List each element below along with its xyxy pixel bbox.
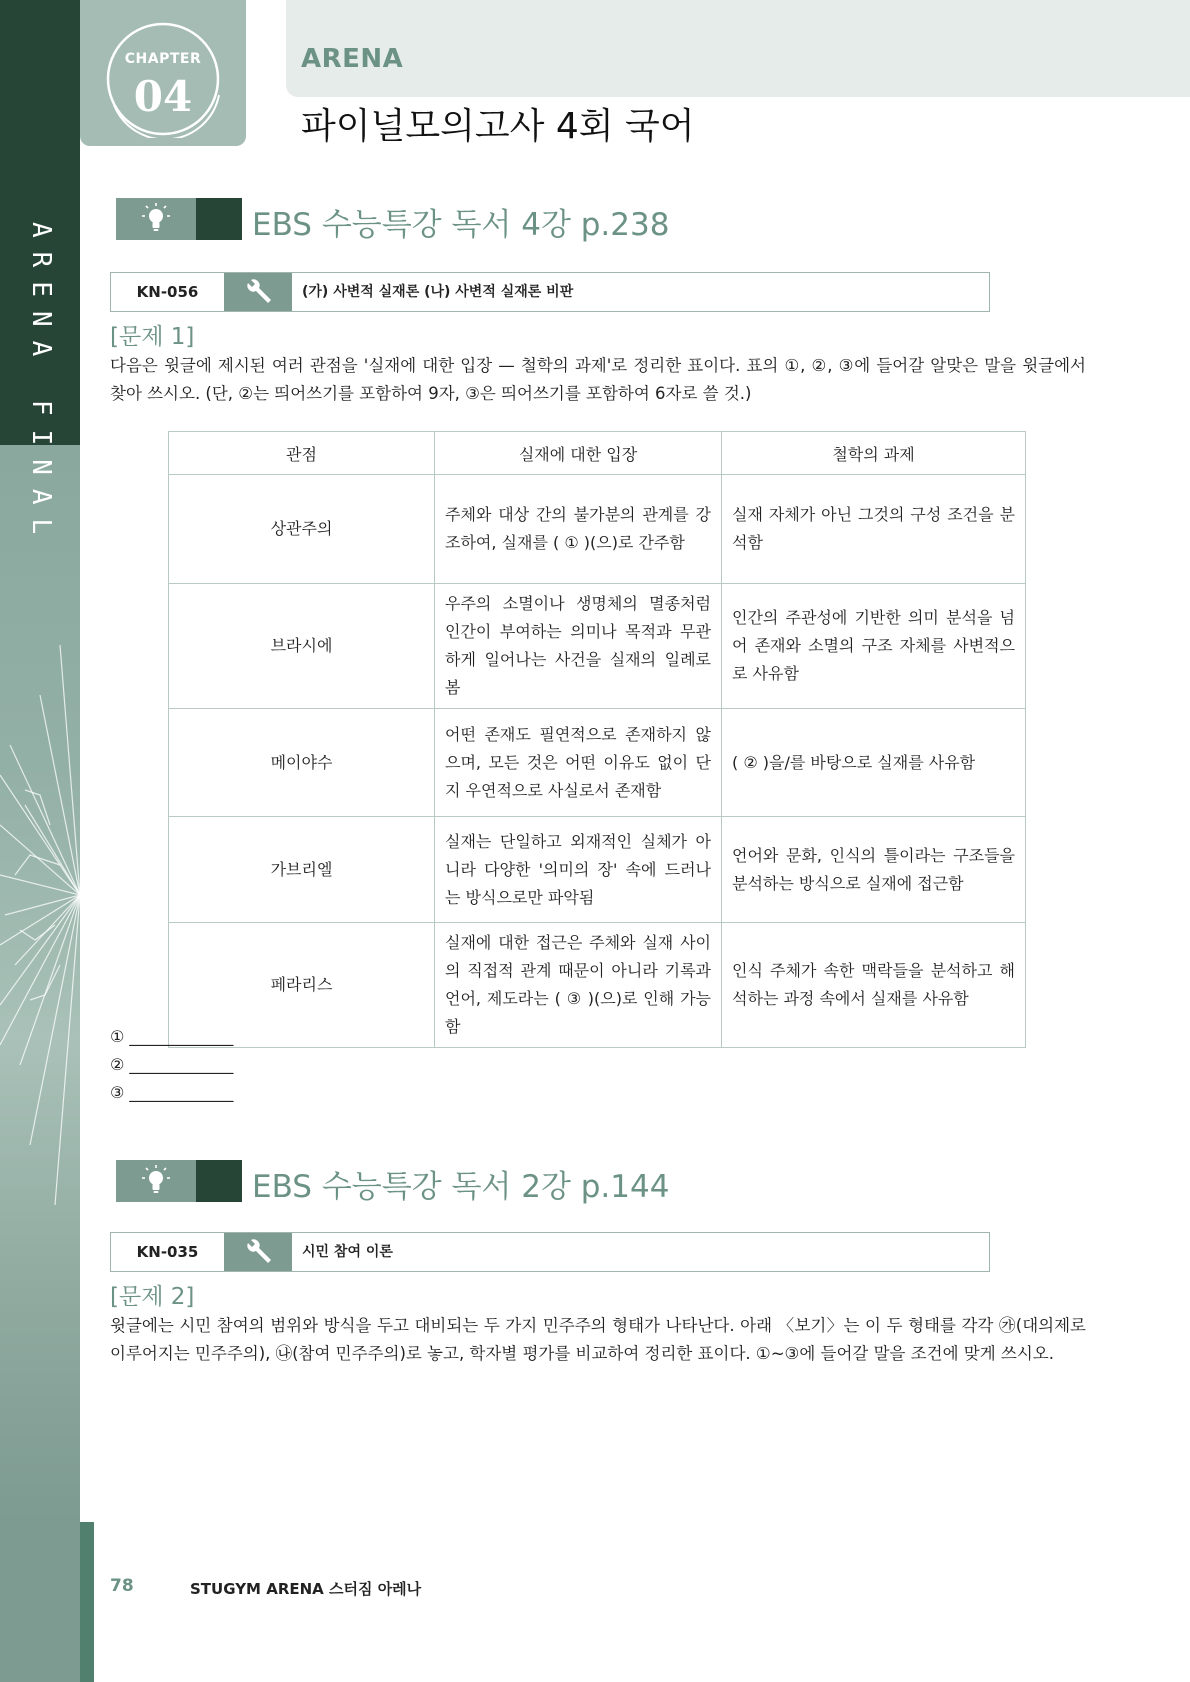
lightbulb-icon (116, 198, 196, 240)
table-cell: 실재에 대한 접근은 주체와 실재 사이의 직접적 관계 때문이 아니라 기록과 언어, 제도라는 ( ③ )(으)로 인해 가능함 (435, 923, 722, 1048)
table-header: 철학의 과제 (722, 432, 1026, 475)
table-row (169, 475, 1026, 584)
footer-brand: STUGYM ARENA 스터짐 아레나 (190, 1580, 422, 1598)
problem-label: [문제 1] (110, 324, 195, 350)
table-row (169, 923, 1026, 1048)
problem-question: 윗글에는 시민 참여의 범위와 방식을 두고 대비되는 두 가지 민주주의 형태가 나타난다. 아래 〈보기〉는 이 두 형태를 각각 ㉮(대의제로 이루어지는 민주주의), ㉯(참여 민주주의)로 놓고, 학자별 평가를 비교하여 정리한 표이다. ①~③에 들어갈 말을 조건에 맞게 쓰시오. (110, 1316, 1086, 1363)
page-title: 파이널모의고사 4회 국어 (301, 106, 695, 147)
table-row (169, 584, 1026, 709)
table-cell: 페라리스 (169, 923, 435, 1048)
lightbulb-icon (116, 1160, 196, 1202)
section-title: EBS 수능특강 독서 4강 p.238 (252, 207, 670, 243)
answer-blank-1[interactable]: ① _____________ (110, 1027, 234, 1046)
problem-code: KN-056 (136, 283, 199, 301)
problem-code-bar (110, 1232, 990, 1272)
section-marker (196, 198, 242, 240)
table-header: 실재에 대한 입장 (435, 432, 722, 475)
table-cell: ( ② )을/를 바탕으로 실재를 사유함 (722, 709, 1026, 817)
table-header-row (169, 432, 1026, 475)
side-vertical-label: ARENA FINAL (26, 222, 56, 549)
wrench-icon (224, 273, 292, 311)
table-cell: 인간의 주관성에 기반한 의미 분석을 넘어 존재와 소멸의 구조 자체를 사변적으로 사유함 (722, 584, 1026, 709)
table-row (169, 709, 1026, 817)
section-marker (196, 1160, 242, 1202)
side-band (0, 0, 80, 1682)
perspective-table (168, 431, 1026, 1048)
table-cell: 어떤 존재도 필연적으로 존재하지 않으며, 모든 것은 어떤 이유도 없이 단지 우연적으로 사실로서 존재함 (435, 709, 722, 817)
table-cell: 우주의 소멸이나 생명체의 멸종처럼 인간이 부여하는 의미나 목적과 무관하게 일어나는 사건을 실재의 일례로 봄 (435, 584, 722, 709)
page-number: 78 (110, 1576, 134, 1596)
side-band-photo (0, 445, 80, 1522)
answer-blank-2[interactable]: ② _____________ (110, 1055, 234, 1074)
table-cell: 실재는 단일하고 외재적인 실체가 아니라 다양한 '의미의 장' 속에 드러나는 방식으로만 파악됨 (435, 817, 722, 923)
table-cell: 실재 자체가 아닌 그것의 구성 조건을 분석함 (722, 475, 1026, 584)
problem-label: [문제 2] (110, 1284, 195, 1310)
table-cell: 인식 주체가 속한 맥락들을 분석하고 해석하는 과정 속에서 실재를 사유함 (722, 923, 1026, 1048)
chapter-badge (80, 0, 246, 146)
problem-question: 다음은 윗글에 제시된 여러 관점을 '실재에 대한 입장 — 철학의 과제'로 정리한 표이다. 표의 ①, ②, ③에 들어갈 알맞은 말을 윗글에서 찾아 쓰시오. (단, ②는 띄어쓰기를 포함하여 9자, ③은 띄어쓰기를 포함하여 6자로 쓸 것.) (110, 356, 1086, 403)
table-cell: 상관주의 (169, 475, 435, 584)
section-title: EBS 수능특강 독서 2강 p.144 (252, 1169, 670, 1205)
problem-topic: (가) 사변적 실재론 (나) 사변적 실재론 비판 (302, 284, 574, 300)
wrench-icon (224, 1233, 292, 1271)
answer-blank-3[interactable]: ③ _____________ (110, 1083, 234, 1102)
table-header: 관점 (169, 432, 435, 475)
answer-blanks (110, 1023, 233, 1107)
chapter-number: 04 (133, 72, 193, 121)
table-cell: 브라시에 (169, 584, 435, 709)
section-header-1 (116, 198, 1116, 243)
table-cell: 언어와 문화, 인식의 틀이라는 구조들을 분석하는 방식으로 실재에 접근함 (722, 817, 1026, 923)
problem-code-bar (110, 272, 990, 312)
chapter-label: CHAPTER (124, 51, 202, 67)
series-label: ARENA (301, 44, 404, 74)
table-cell: 가브리엘 (169, 817, 435, 923)
problem-topic: 시민 참여 이론 (302, 1244, 393, 1260)
table-cell: 메이야수 (169, 709, 435, 817)
table-row (169, 817, 1026, 923)
table-cell: 주체와 대상 간의 불가분의 관계를 강조하여, 실재를 ( ① )(으)로 간주함 (435, 475, 722, 584)
header-bar (286, 0, 1190, 97)
section-header-2 (116, 1160, 1116, 1205)
side-band-accent (80, 1522, 94, 1682)
problem-code: KN-035 (136, 1243, 199, 1261)
